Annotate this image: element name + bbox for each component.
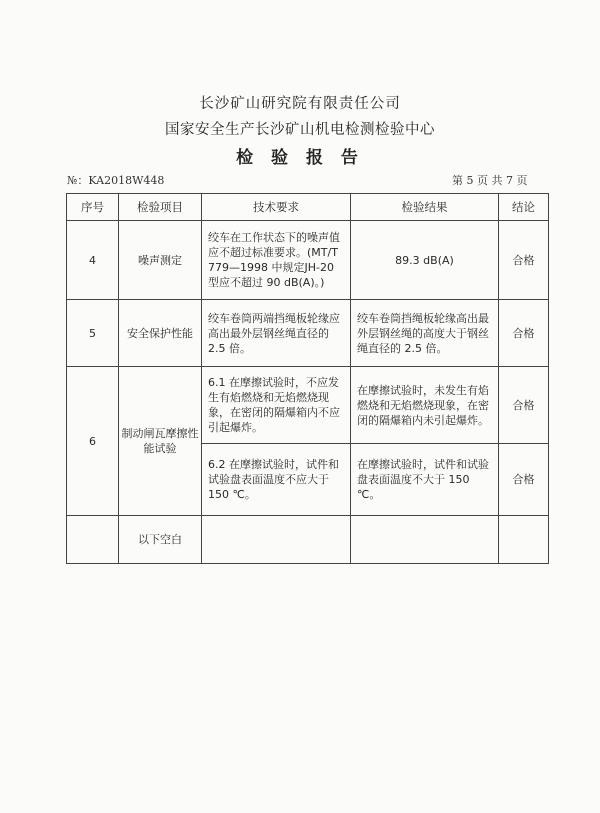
col-header-conclusion: 结论 bbox=[499, 194, 549, 221]
col-header-item: 检验项目 bbox=[119, 194, 202, 221]
blank-cell bbox=[351, 516, 499, 564]
row-requirement: 绞车在工作状态下的噪声值应不超过标准要求。(MT/T 779—1998 中规定JH-20 型应不超过 90 dB(A)。) bbox=[202, 221, 351, 300]
row-conclusion: 合格 bbox=[499, 221, 549, 300]
row-conclusion: 合格 bbox=[499, 300, 549, 367]
row-requirement: 6.2 在摩擦试验时，试件和试验盘表面温度不应大于 150 ℃。 bbox=[202, 444, 351, 516]
row-requirement: 绞车卷筒两端挡绳板轮缘应高出最外层钢丝绳直径的 2.5 倍。 bbox=[202, 300, 351, 367]
table-header-row bbox=[67, 194, 549, 221]
blank-cell bbox=[202, 516, 351, 564]
page-indicator: 第 5 页 共 7 页 bbox=[452, 174, 528, 187]
row-no: 4 bbox=[67, 221, 119, 300]
row-conclusion: 合格 bbox=[499, 444, 549, 516]
row-item: 安全保护性能 bbox=[119, 300, 202, 367]
row-result: 在摩擦试验时，未发生有焰燃烧和无焰燃烧现象，在密闭的隔爆箱内未引起爆炸。 bbox=[351, 367, 499, 444]
row-item: 制动闸瓦摩擦性能试验 bbox=[119, 367, 202, 516]
col-header-requirement: 技术要求 bbox=[202, 194, 351, 221]
col-header-result: 检验结果 bbox=[351, 194, 499, 221]
table-row bbox=[67, 516, 549, 564]
testing-center-name: 国家安全生产长沙矿山机电检测检验中心 bbox=[165, 122, 435, 138]
col-header-no: 序号 bbox=[67, 194, 119, 221]
blank-no-cell bbox=[67, 516, 119, 564]
row-conclusion: 合格 bbox=[499, 367, 549, 444]
blank-note: 以下空白 bbox=[119, 516, 202, 564]
table-row bbox=[67, 300, 549, 367]
inspection-table bbox=[66, 193, 549, 564]
row-item: 噪声测定 bbox=[119, 221, 202, 300]
blank-cell bbox=[499, 516, 549, 564]
report-number: №：KA2018W448 bbox=[67, 174, 165, 187]
table-row bbox=[67, 367, 549, 444]
row-result: 89.3 dB(A) bbox=[351, 221, 499, 300]
row-result: 绞车卷筒挡绳板轮缘高出最外层钢丝绳的高度大于钢丝绳直径的 2.5 倍。 bbox=[351, 300, 499, 367]
row-no: 6 bbox=[67, 367, 119, 516]
report-title: 检 验 报 告 bbox=[236, 148, 364, 168]
row-result: 在摩擦试验时，试件和试验盘表面温度不大于 150 ℃。 bbox=[351, 444, 499, 516]
row-requirement: 6.1 在摩擦试验时，不应发生有焰燃烧和无焰燃烧现象，在密闭的隔爆箱内不应引起爆炸。 bbox=[202, 367, 351, 444]
organization-name: 长沙矿山研究院有限责任公司 bbox=[199, 96, 401, 112]
row-no: 5 bbox=[67, 300, 119, 367]
table-row bbox=[67, 221, 549, 300]
